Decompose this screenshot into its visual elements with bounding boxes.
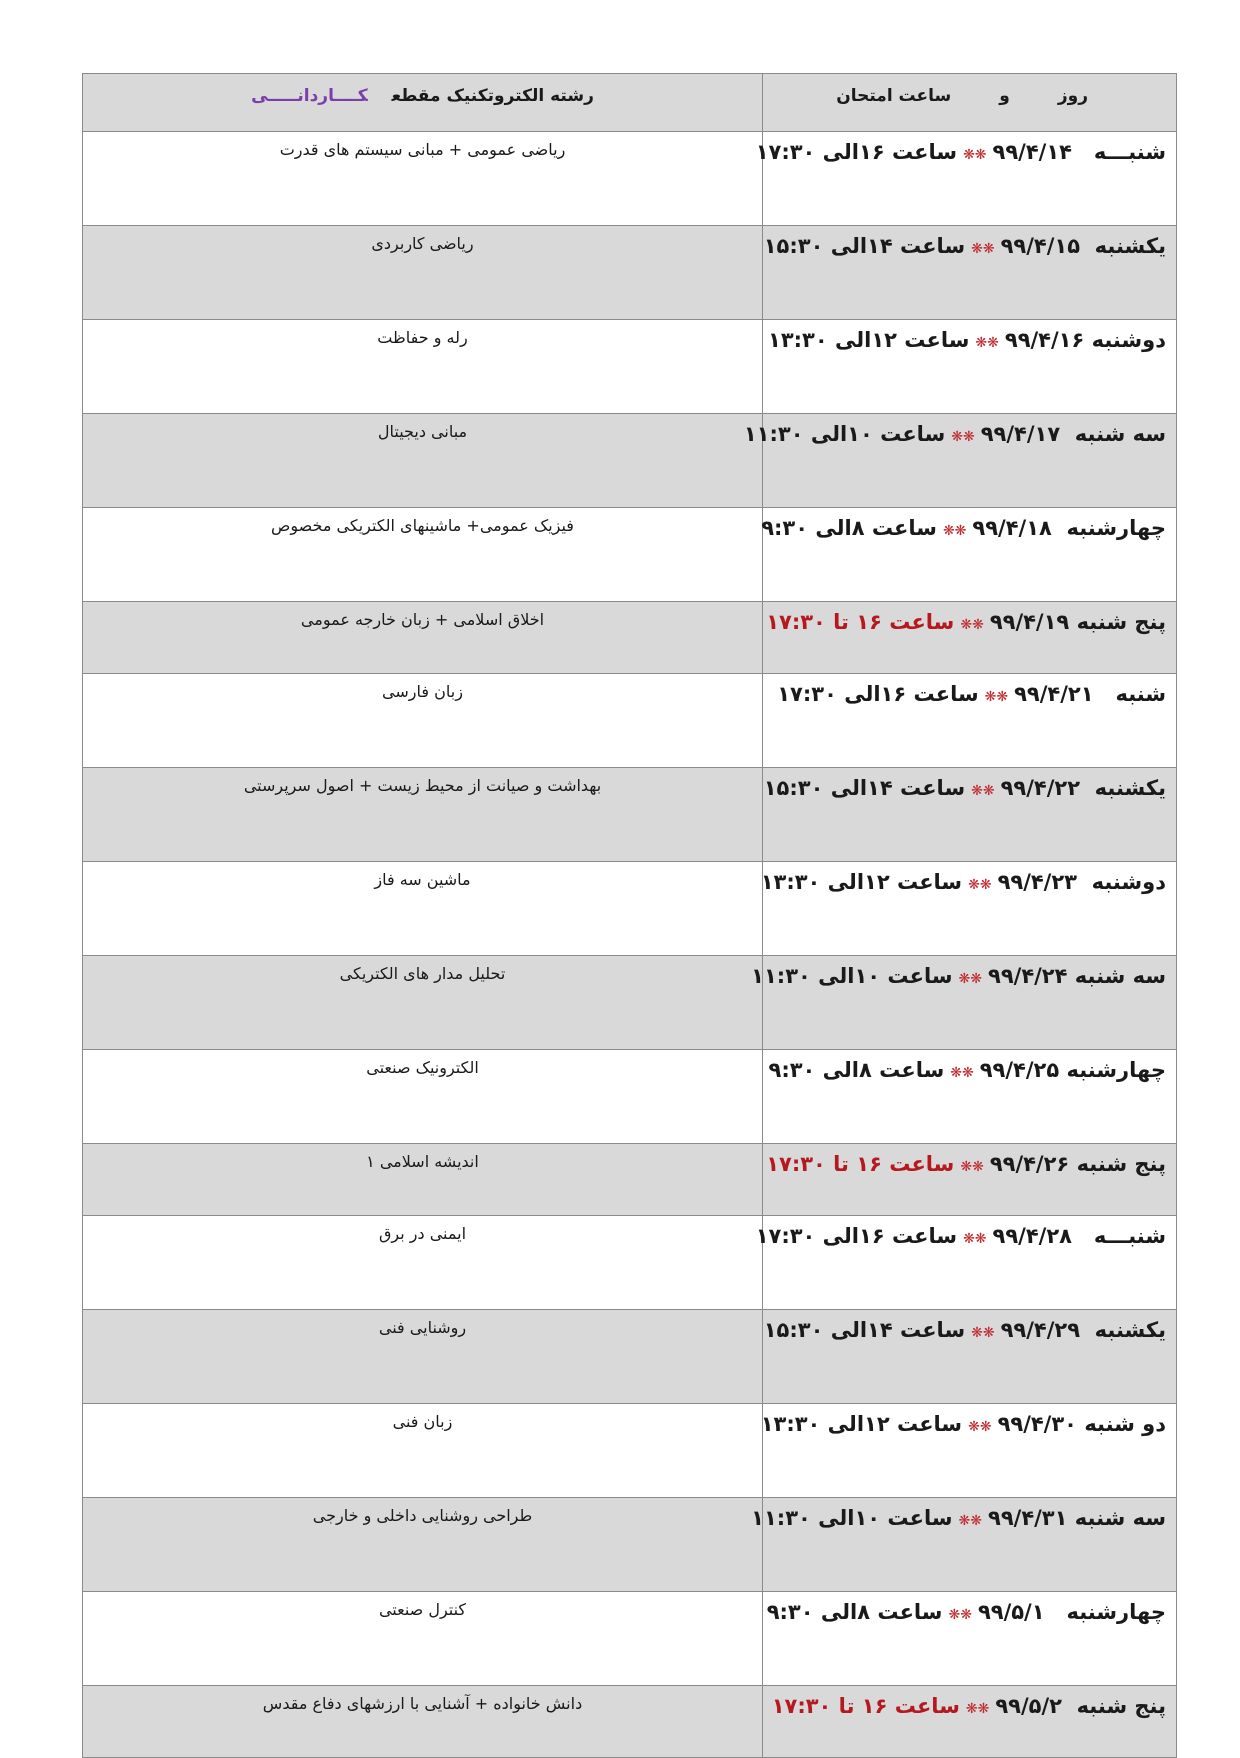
exam-time: ساعت ۸الی ۹:۳۰ bbox=[768, 1058, 945, 1082]
exam-date: ۹۹/۴/۲۳ bbox=[997, 870, 1077, 894]
exam-day: چهارشنبه bbox=[1066, 516, 1166, 540]
exam-date-cell bbox=[760, 1404, 1177, 1498]
exam-date-cell bbox=[760, 862, 1177, 956]
exam-course-cell: بهداشت و صیانت از محیط زیست + اصول سرپرستی bbox=[83, 768, 763, 862]
table-row bbox=[83, 226, 1177, 320]
exam-date-cell bbox=[763, 1686, 1177, 1758]
exam-time: ساعت ۱۶ تا ۱۷:۳۰ bbox=[771, 1694, 960, 1718]
exam-time: ساعت ۱۰الی ۱۱:۳۰ bbox=[751, 964, 953, 988]
exam-day: سه شنبه bbox=[1074, 422, 1166, 446]
exam-date-cell bbox=[763, 674, 1177, 768]
exam-date-cell bbox=[763, 508, 1177, 602]
exam-day: شنبه bbox=[1115, 682, 1166, 706]
separator-icon: ❋❋ bbox=[971, 241, 995, 257]
exam-course-cell: مبانی دیجیتال bbox=[83, 414, 763, 508]
exam-time: ساعت ۱۰الی ۱۱:۳۰ bbox=[743, 422, 946, 446]
table-row bbox=[83, 956, 1177, 1050]
exam-date-cell bbox=[763, 1050, 1177, 1144]
exam-date: ۹۹/۵/۲ bbox=[995, 1694, 1062, 1718]
exam-time: ساعت ۱۶الی ۱۷:۳۰ bbox=[755, 1224, 958, 1248]
exam-date: ۹۹/۴/۲۱ bbox=[1014, 682, 1094, 706]
exam-course-cell: اخلاق اسلامی + زبان خارجه عمومی bbox=[83, 602, 763, 674]
separator-icon: ❋❋ bbox=[971, 783, 995, 799]
exam-time: ساعت ۱۶ تا ۱۷:۳۰ bbox=[766, 610, 955, 634]
separator-icon: ❋❋ bbox=[968, 877, 992, 893]
exam-course-cell: زبان فارسی bbox=[83, 674, 763, 768]
exam-date-cell bbox=[763, 1144, 1177, 1216]
exam-course-cell: کنترل صنعتی bbox=[83, 1592, 763, 1686]
table-row bbox=[83, 132, 1177, 226]
exam-date-cell bbox=[743, 414, 1177, 508]
table-row bbox=[83, 1498, 1177, 1592]
exam-course-cell: ریاضی عمومی + مبانی سیستم های قدرت bbox=[83, 132, 763, 226]
separator-icon: ❋❋ bbox=[948, 1607, 972, 1623]
exam-time: ساعت ۱۰الی ۱۱:۳۰ bbox=[751, 1506, 953, 1530]
separator-icon: ❋❋ bbox=[963, 147, 987, 163]
exam-date: ۹۹/۴/۲۵ bbox=[979, 1058, 1060, 1082]
exam-course-cell: ایمنی در برق bbox=[83, 1216, 763, 1310]
exam-time: ساعت ۱۲الی ۱۳:۳۰ bbox=[768, 328, 970, 352]
separator-icon: ❋❋ bbox=[968, 1419, 992, 1435]
exam-course-cell: رله و حفاظت bbox=[83, 320, 763, 414]
table-row bbox=[83, 1050, 1177, 1144]
table-row bbox=[83, 508, 1177, 602]
exam-time: ساعت ۱۴الی ۱۵:۳۰ bbox=[763, 234, 966, 258]
separator-icon: ❋❋ bbox=[965, 1701, 990, 1717]
exam-date: ۹۹/۴/۳۰ bbox=[997, 1412, 1077, 1436]
exam-day: شنبـــه bbox=[1093, 1224, 1166, 1248]
exam-date-cell bbox=[763, 1592, 1177, 1686]
and-label: و bbox=[999, 86, 1010, 106]
exam-date: ۹۹/۴/۱۶ bbox=[1004, 328, 1085, 352]
exam-date: ۹۹/۴/۲۶ bbox=[989, 1152, 1070, 1176]
separator-icon: ❋❋ bbox=[960, 1159, 984, 1175]
exam-day: پنج شنبه bbox=[1076, 1152, 1166, 1176]
exam-course-cell: ریاضی کاربردی bbox=[83, 226, 763, 320]
exam-date: ۹۹/۴/۱۴ bbox=[992, 140, 1072, 164]
separator-icon: ❋❋ bbox=[950, 1065, 974, 1081]
separator-icon: ❋❋ bbox=[963, 1231, 987, 1247]
field-label: رشته الکتروتکنیک مقطع bbox=[391, 86, 594, 106]
exam-date: ۹۹/۴/۳۱ bbox=[988, 1506, 1068, 1530]
table-row bbox=[83, 602, 1177, 674]
exam-day: سه شنبه bbox=[1074, 964, 1166, 988]
exam-day: پنج شنبه bbox=[1076, 1694, 1166, 1718]
exam-course-cell: تحلیل مدار های الکتریکی bbox=[83, 956, 763, 1050]
exam-day: چهارشنبه bbox=[1066, 1058, 1166, 1082]
table-row bbox=[83, 768, 1177, 862]
exam-course-cell: اندیشه اسلامی ۱ bbox=[83, 1144, 763, 1216]
exam-date-cell bbox=[763, 320, 1177, 414]
exam-course-cell: الکترونیک صنعتی bbox=[83, 1050, 763, 1144]
exam-date: ۹۹/۴/۲۴ bbox=[988, 964, 1068, 988]
table-row bbox=[83, 1592, 1177, 1686]
date-time-column-header bbox=[763, 74, 1177, 132]
exam-time: ساعت ۱۲الی ۱۳:۳۰ bbox=[760, 1412, 963, 1436]
separator-icon: ❋❋ bbox=[971, 1325, 995, 1341]
separator-icon: ❋❋ bbox=[951, 429, 975, 445]
table-row bbox=[83, 1310, 1177, 1404]
time-label: ساعت امتحان bbox=[836, 86, 952, 106]
separator-icon: ❋❋ bbox=[942, 523, 967, 539]
exam-course-cell: طراحی روشنایی داخلی و خارجی bbox=[83, 1498, 763, 1592]
exam-time: ساعت ۱۶الی ۱۷:۳۰ bbox=[777, 682, 979, 706]
exam-schedule-table bbox=[82, 73, 1177, 1758]
exam-course-cell: دانش خانواده + آشنایی با ارزشهای دفاع مقدس bbox=[83, 1686, 763, 1758]
exam-day: دو شنبه bbox=[1084, 1412, 1166, 1436]
exam-time: ساعت ۱۶ تا ۱۷:۳۰ bbox=[766, 1152, 955, 1176]
exam-time: ساعت ۱۴الی ۱۵:۳۰ bbox=[763, 776, 966, 800]
exam-time: ساعت ۱۶الی ۱۷:۳۰ bbox=[755, 140, 958, 164]
exam-date: ۹۹/۴/۱۸ bbox=[972, 516, 1052, 540]
exam-day: یکشنبه bbox=[1094, 1318, 1166, 1342]
separator-icon: ❋❋ bbox=[958, 971, 983, 987]
exam-day: یکشنبه bbox=[1094, 776, 1166, 800]
exam-date-cell bbox=[763, 602, 1177, 674]
exam-date: ۹۹/۴/۲۹ bbox=[1000, 1318, 1081, 1342]
exam-date: ۹۹/۴/۱۵ bbox=[1000, 234, 1081, 258]
exam-date-cell bbox=[751, 1498, 1177, 1592]
exam-day: چهارشنبه bbox=[1066, 1600, 1166, 1624]
exam-date-cell bbox=[763, 1310, 1177, 1404]
exam-time: ساعت ۸الی ۹:۳۰ bbox=[766, 1600, 943, 1624]
exam-date: ۹۹/۴/۱۹ bbox=[989, 610, 1070, 634]
separator-icon: ❋❋ bbox=[975, 335, 999, 351]
exam-date-cell bbox=[755, 1216, 1177, 1310]
exam-date-cell bbox=[755, 132, 1177, 226]
exam-course-cell: فیزیک عمومی+ ماشینهای الکتریکی مخصوص bbox=[83, 508, 763, 602]
exam-day: پنج شنبه bbox=[1076, 610, 1166, 634]
exam-time: ساعت ۱۲الی ۱۳:۳۰ bbox=[760, 870, 963, 894]
exam-time: ساعت ۸الی ۹:۳۰ bbox=[761, 516, 937, 540]
day-label: روز bbox=[1057, 86, 1088, 106]
exam-date: ۹۹/۴/۲۲ bbox=[1000, 776, 1081, 800]
exam-date: ۹۹/۴/۱۷ bbox=[980, 422, 1061, 446]
table-row bbox=[83, 1404, 1177, 1498]
exam-date: ۹۹/۵/۱ bbox=[977, 1600, 1045, 1624]
course-column-header bbox=[83, 74, 763, 132]
table-row bbox=[83, 862, 1177, 956]
table-header-row bbox=[83, 74, 1177, 132]
grade-label: کــــاردانـــــی bbox=[251, 86, 368, 106]
exam-date-cell bbox=[763, 226, 1177, 320]
table-row bbox=[83, 1216, 1177, 1310]
exam-course-cell: زبان فنی bbox=[83, 1404, 763, 1498]
exam-day: سه شنبه bbox=[1074, 1506, 1166, 1530]
separator-icon: ❋❋ bbox=[984, 689, 1009, 705]
exam-course-cell: ماشین سه فاز bbox=[83, 862, 763, 956]
exam-day: دوشنبه bbox=[1091, 328, 1166, 352]
table-row bbox=[83, 674, 1177, 768]
exam-course-cell: روشنایی فنی bbox=[83, 1310, 763, 1404]
separator-icon: ❋❋ bbox=[960, 617, 984, 633]
exam-day: یکشنبه bbox=[1094, 234, 1166, 258]
table-row bbox=[83, 414, 1177, 508]
table-row bbox=[83, 1144, 1177, 1216]
table-row bbox=[83, 320, 1177, 414]
exam-date: ۹۹/۴/۲۸ bbox=[992, 1224, 1072, 1248]
exam-day: دوشنبه bbox=[1091, 870, 1166, 894]
exam-date-cell bbox=[751, 956, 1177, 1050]
exam-day: شنبـــه bbox=[1093, 140, 1166, 164]
exam-time: ساعت ۱۴الی ۱۵:۳۰ bbox=[763, 1318, 966, 1342]
table-row bbox=[83, 1686, 1177, 1758]
exam-date-cell bbox=[763, 768, 1177, 862]
separator-icon: ❋❋ bbox=[958, 1513, 983, 1529]
